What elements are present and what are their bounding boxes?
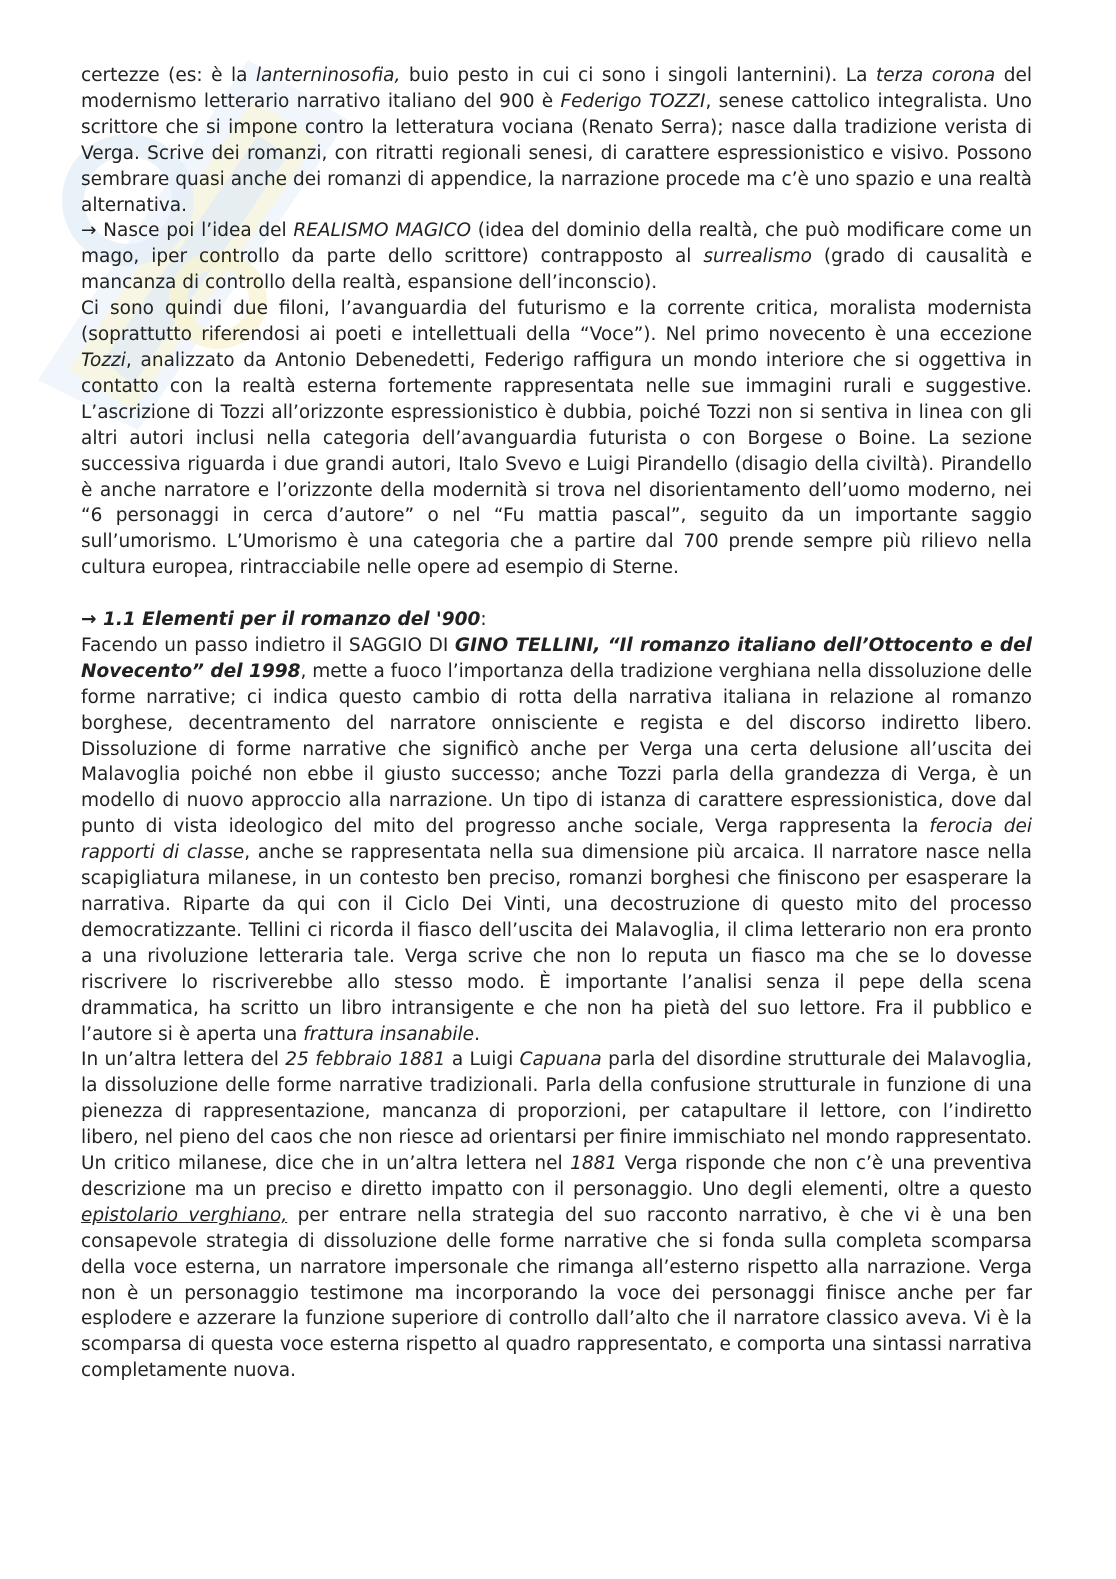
paragraph-tellini: Facendo un passo indietro il SAGGIO DI GINO TELLINI, “Il romanzo italiano dell’Ottocento e del Novecento” del 1998, mette a fuoco l’importanza della tradizione verghiana nella dissoluzione delle forme narrative; ci indica questo cambio di rotta della narrativa italiana in relazione al romanzo borghese, decentramento del narratore onnisciente e regista e del discorso indiretto libero. Dissoluzione di forme narrative che significò anche per Verga una certa delusione all’uscita dei Malavoglia poiché non ebbe il giusto successo; anche Tozzi parla della grandezza di Verga, è un modello di nuovo approccio alla narrazione. Un tipo di istanza di carattere espressionistica, dove dal punto di vista ideologico del mito del progresso anche sociale, Verga rappresenta la ferocia dei rapporti di classe, anche se rappresentata nella sua dimensione più arcaica. Il narratore nasce nella scapigliatura milanese, in un contesto ben preciso, romanzi borghesi che finiscono per esasperare la narrativa. Riparte da qui con il Ciclo Dei Vinti, una decostruzione di questo mito del processo democratizzante. Tellini ci ricorda il fiasco dell’uscita dei Malavoglia, il clima letterario non era pronto a una rivoluzione letteraria tale. Verga scrive che non lo reputa un fiasco ma che se lo dovesse riscrivere lo riscriverebbe allo stesso modo. È importante l’analisi senza il pepe della scena drammatica, ha scritto un libro intransigente e che non ha pietà del suo lettore. Fra il pubblico e l’autore si è aperta una frattura insanabile. (81, 634, 1033, 1045)
paragraph-due-filoni: Ci sono quindi due filoni, l’avanguardia del futurismo e la corrente critica, moralista modernista (soprattutto riferendosi ai poeti e intellettuali della “Voce”). Nel primo novecento è una eccezione Tozzi, analizzato da Antonio Debenedetti, Federigo raffigura un mondo interiore che si oggettiva in contatto con la realtà esterna fortemente rappresentata nelle sue immagini rurali e suggestive. L’ascrizione di Tozzi all’orizzonte espressionistico è dubbia, poiché Tozzi non si sentiva in linea con gli altri autori inclusi nella categoria dell’avanguardia futurista o con Borgese o Boine. La sezione successiva riguarda i due grandi autori, Italo Svevo e Luigi Pirandello (disagio della civiltà). Pirandello è anche narratore e l’orizzonte della modernità si trova nel disorientamento dell’uomo moderno, nei “6 personaggi in cerca d’autore” o nel “Fu mattia pascal”, seguito da un importante saggio sull’umorismo. L’Umorismo è una categoria che a partire dal 700 prende sempre più rilievo nella cultura europea, rintracciabile nelle opere ad esempio di Sterne. (81, 298, 1032, 579)
paragraph-tozzi-intro: certezze (es: è la lanterninosofia, buio pesto in cui ci sono i singoli lanternini). La terza corona del modernismo letterario narrativo italiano del 900 è Federigo TOZZI, senese cattolico integralista. Uno scrittore che si impone contro la letteratura vociana (Renato Serra); nasce dalla tradizione verista di Verga. Scrive dei romanzi, con ritratti regionali senesi, di carattere espressionistico e visivo. Possono sembrare quasi anche dei romanzi di appendice, la narrazione procede ma c’è uno spazio e una realtà alternativa. (81, 65, 1032, 216)
spacer (81, 581, 1032, 607)
document-body (81, 63, 1032, 1384)
paragraph-capuana-letter: In un’altra lettera del 25 febbraio 1881 a Luigi Capuana parla del disordine strutturale dei Malavoglia, la dissoluzione delle forme narrative tradizionali. Parla della confusione strutturale in funzione di una pienezza di rappresentazione, mancanza di proporzioni, per catapultare il lettore, con l’indiretto libero, nel pieno del caos che non riesce ad orientarsi per finire immischiato nel mondo rappresentato. Un critico milanese, dice che in un’altra lettera nel 1881 Verga risponde che non c’è una preventiva descrizione ma un preciso e diretto impatto con il personaggio. Uno degli elementi, oltre a questo epistolario verghiano, per entrare nella strategia del suo racconto narrativo, è che vi è una ben consapevole strategia di dissoluzione delle forme narrative che si fonda sulla completa scomparsa della voce esterna, un narratore impersonale che rimanga all’esterno rispetto alla narrazione. Verga non è un personaggio testimone ma incorporando la voce dei personaggi finisce anche per far esplodere e azzerare la funzione superiore di controllo dall’alto che il narratore classico aveva. Vi è la scomparsa di questa voce esterna rispetto al quadro rappresentato, e comporta una sintassi narrativa completamente nuova. (81, 1049, 1033, 1382)
section-heading: → 1.1 Elementi per il romanzo del '900: (81, 609, 487, 631)
paragraph-realismo-magico: → Nasce poi l’idea del REALISMO MAGICO (idea del dominio della realtà, che può modificare come un mago, iper controllo da parte dello scrittore) contrapposto al surrealismo (grado di causalità e mancanza di controllo della realtà, espansione dell’inconscio). (81, 220, 1033, 294)
